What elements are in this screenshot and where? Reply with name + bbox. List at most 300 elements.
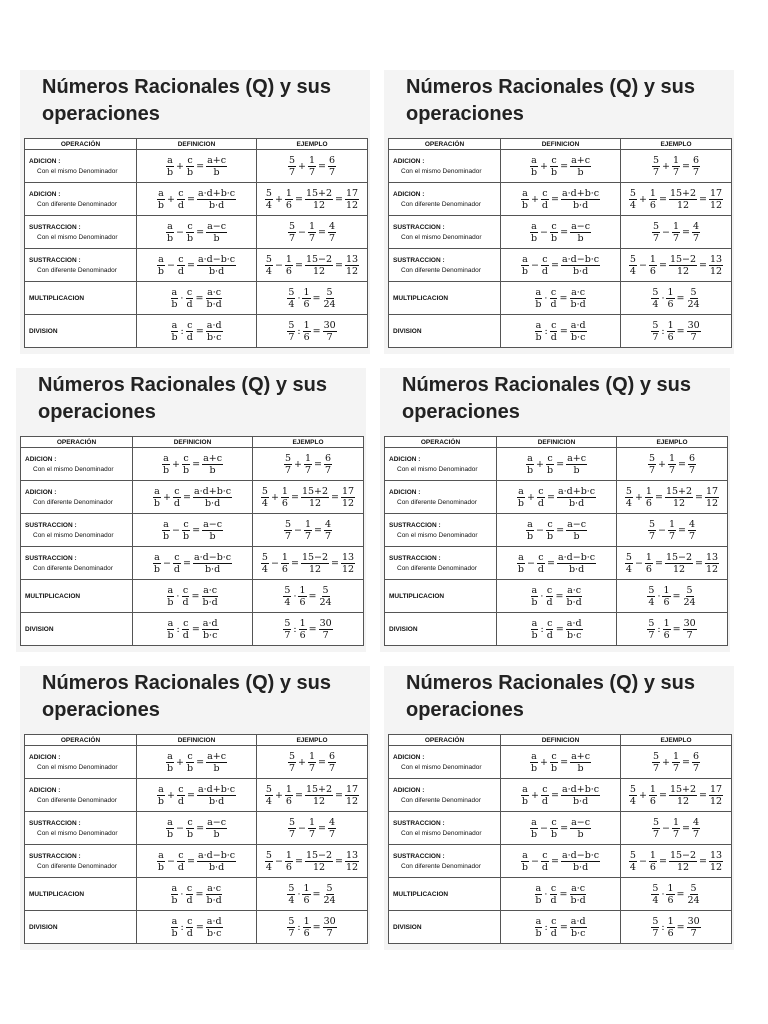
denominator: b — [577, 828, 584, 840]
numerator: 6 — [692, 154, 700, 166]
denominator: 7 — [672, 166, 680, 178]
numerator: 15−2 — [301, 551, 329, 563]
fraction — [265, 850, 273, 873]
operation-name: SUSTRACCION : — [393, 223, 445, 231]
fraction — [541, 188, 549, 211]
operator-symbol: + — [638, 789, 647, 801]
operation-subtitle: Con diferente Denominador — [33, 498, 113, 506]
fraction — [324, 453, 332, 476]
fraction — [550, 916, 558, 939]
fraction — [530, 585, 538, 608]
denominator: b·d — [206, 298, 222, 310]
numerator: 5 — [265, 849, 272, 861]
numerator: 5 — [261, 485, 268, 497]
denominator: b·d — [208, 861, 225, 873]
numerator: 1 — [649, 253, 656, 265]
numerator: 5 — [284, 452, 291, 464]
operator-symbol: = — [335, 193, 343, 205]
numerator: a·d — [566, 617, 582, 629]
fraction — [202, 618, 219, 641]
example-cell — [257, 845, 368, 878]
numerator: 1 — [645, 551, 652, 563]
fraction — [692, 155, 700, 178]
operations-table — [24, 734, 368, 944]
operator-symbol: = — [555, 590, 564, 602]
operator-symbol: = — [658, 855, 667, 867]
denominator: 12 — [676, 795, 690, 807]
definition-cell — [497, 514, 617, 547]
fraction — [323, 883, 337, 906]
fraction — [705, 486, 719, 509]
numerator: c — [547, 452, 553, 464]
denominator: 7 — [648, 464, 655, 476]
numerator: a·c — [203, 584, 218, 596]
fraction — [323, 287, 337, 310]
operation-cell — [25, 282, 137, 315]
numerator: 5 — [326, 882, 333, 894]
operations-table — [384, 436, 728, 646]
denominator: 7 — [328, 232, 336, 244]
denominator: d — [541, 265, 549, 277]
numerator: c — [538, 485, 544, 497]
numerator: 4 — [328, 816, 336, 828]
definition-cell — [137, 315, 257, 348]
numerator: 15+2 — [669, 187, 697, 199]
rational-operations-card — [20, 70, 370, 354]
denominator: 6 — [303, 331, 310, 343]
column-header: OPERACIÓN — [385, 437, 497, 448]
denominator: d — [177, 795, 185, 807]
operator-symbol: = — [658, 193, 667, 205]
operator-symbol: · — [657, 590, 661, 602]
operation-subtitle: Con el mismo Denominador — [401, 233, 482, 241]
numerator: 15+2 — [305, 187, 333, 199]
numerator: 5 — [288, 286, 295, 298]
denominator: b — [526, 464, 534, 476]
example-cell — [621, 150, 732, 183]
fraction — [645, 552, 653, 575]
operator-symbol: = — [196, 756, 205, 768]
fraction — [561, 254, 600, 277]
fraction — [186, 155, 194, 178]
numerator: a — [531, 617, 538, 629]
denominator: 6 — [285, 265, 292, 277]
denominator: 7 — [648, 629, 655, 641]
numerator: a — [522, 187, 528, 199]
definition-cell — [137, 812, 257, 845]
table-row — [25, 249, 368, 282]
numerator: a — [167, 750, 173, 762]
fraction — [303, 916, 311, 939]
fraction — [345, 784, 359, 807]
fraction — [537, 486, 545, 509]
definition-cell — [497, 481, 617, 514]
numerator: 5 — [284, 584, 291, 596]
fraction — [177, 850, 185, 873]
fraction — [550, 817, 558, 840]
fraction — [561, 850, 600, 873]
denominator: 7 — [692, 166, 700, 178]
fraction — [530, 817, 538, 840]
denominator: 4 — [652, 298, 659, 310]
operator-symbol: = — [196, 822, 205, 834]
table-row — [389, 282, 732, 315]
fraction — [668, 453, 676, 476]
operator-symbol: · — [544, 292, 548, 304]
operator-symbol: = — [555, 623, 564, 635]
denominator: d — [182, 629, 189, 641]
numerator: c — [178, 849, 184, 861]
fraction — [153, 552, 161, 575]
numerator: a·d−b·c — [561, 849, 600, 861]
denominator: b — [521, 861, 528, 873]
numerator: 1 — [308, 154, 316, 166]
operator-symbol: · — [180, 292, 184, 304]
example-cell — [253, 448, 364, 481]
definition-cell — [137, 183, 257, 216]
example-cell — [617, 481, 728, 514]
fraction — [667, 320, 675, 343]
fraction — [566, 585, 583, 608]
denominator: b — [521, 265, 528, 277]
denominator: b — [157, 795, 164, 807]
denominator: 6 — [303, 894, 310, 906]
fraction — [281, 552, 289, 575]
fraction — [301, 486, 329, 509]
table-row — [385, 547, 728, 580]
fraction — [550, 320, 558, 343]
table-row — [25, 315, 368, 348]
denominator: 7 — [690, 927, 697, 939]
operator-symbol: · — [661, 888, 665, 900]
operation-name: ADICION : — [25, 455, 57, 463]
denominator: b — [573, 464, 580, 476]
definition-cell — [501, 779, 621, 812]
fraction — [651, 287, 659, 310]
numerator: 5 — [690, 286, 697, 298]
denominator: b — [573, 530, 580, 542]
numerator: c — [551, 220, 557, 232]
operator-symbol: − — [530, 855, 539, 867]
table-row — [389, 183, 732, 216]
fraction — [570, 320, 587, 343]
denominator: 7 — [686, 629, 693, 641]
denominator: 7 — [324, 530, 332, 542]
operator-symbol: = — [318, 756, 326, 768]
fraction — [570, 155, 591, 178]
operator-symbol: = — [314, 458, 322, 470]
fraction — [534, 287, 542, 310]
denominator: 12 — [342, 563, 355, 575]
fraction — [328, 817, 336, 840]
denominator: b — [187, 232, 194, 244]
example-cell — [621, 845, 732, 878]
table-row — [389, 216, 732, 249]
denominator: b·d — [204, 497, 221, 509]
fraction — [570, 287, 587, 310]
table-row — [21, 481, 364, 514]
definition-cell — [137, 249, 257, 282]
fraction — [261, 552, 269, 575]
numerator: a — [531, 220, 537, 232]
numerator: 13 — [710, 253, 723, 265]
numerator: c — [182, 584, 189, 596]
fraction — [281, 486, 289, 509]
operation-name: MULTIPLICACION — [25, 592, 81, 600]
numerator: 15+2 — [301, 485, 329, 497]
numerator: c — [186, 286, 193, 298]
denominator: 4 — [265, 795, 272, 807]
fraction — [705, 552, 719, 575]
numerator: a — [163, 452, 169, 464]
numerator: a−c — [571, 816, 591, 828]
operation-subtitle: Con diferente Denominador — [37, 200, 117, 208]
numerator: 1 — [672, 750, 680, 762]
fraction — [284, 519, 292, 542]
definition-cell — [497, 613, 617, 646]
operator-symbol: − — [662, 822, 670, 834]
denominator: 7 — [652, 762, 659, 774]
fraction — [541, 254, 549, 277]
numerator: 1 — [281, 551, 288, 563]
fraction — [308, 221, 316, 244]
numerator: 5 — [288, 154, 295, 166]
denominator: d — [186, 927, 193, 939]
fraction — [283, 585, 291, 608]
numerator: 1 — [285, 849, 292, 861]
denominator: 24 — [687, 298, 700, 310]
operator-symbol: + — [270, 491, 279, 503]
operator-symbol: = — [547, 491, 555, 503]
denominator: b·d — [206, 894, 222, 906]
operator-symbol: = — [312, 921, 321, 933]
fraction — [666, 287, 674, 310]
fraction — [669, 784, 697, 807]
numerator: a·d+b·c — [197, 187, 236, 199]
fraction — [288, 155, 296, 178]
operator-symbol: = — [187, 193, 195, 205]
example-cell — [257, 150, 368, 183]
operator-symbol: = — [318, 226, 326, 238]
fraction — [651, 320, 659, 343]
operation-name: DIVISION — [29, 923, 58, 931]
denominator: b — [213, 166, 220, 178]
numerator: a — [154, 551, 160, 563]
numerator: c — [187, 154, 193, 166]
numerator: a+c — [571, 154, 591, 166]
fraction — [345, 850, 359, 873]
denominator: d — [550, 927, 557, 939]
numerator: 5 — [629, 187, 636, 199]
numerator: a — [527, 518, 533, 530]
denominator: b — [517, 497, 524, 509]
fraction — [534, 883, 542, 906]
denominator: b — [535, 298, 542, 310]
operation-cell — [21, 613, 133, 646]
denominator: b·d — [570, 298, 586, 310]
operations-table — [388, 734, 732, 944]
example-cell — [621, 911, 732, 944]
card-title: Números Racionales (Q) y sus operaciones — [406, 672, 695, 721]
denominator: 24 — [683, 596, 696, 608]
fraction — [550, 221, 558, 244]
numerator: 13 — [706, 551, 719, 563]
operation-name: DIVISION — [393, 923, 422, 931]
numerator: 30 — [323, 319, 336, 331]
numerator: a·d+b·c — [197, 783, 236, 795]
denominator: 12 — [710, 265, 723, 277]
operator-symbol: = — [556, 458, 565, 470]
numerator: 5 — [629, 783, 636, 795]
numerator: a — [531, 750, 537, 762]
denominator: 7 — [688, 530, 696, 542]
fraction — [304, 453, 312, 476]
fraction — [177, 784, 185, 807]
fraction — [173, 552, 181, 575]
denominator: b — [551, 828, 558, 840]
fraction — [521, 784, 529, 807]
operation-subtitle: Con el mismo Denominador — [401, 829, 482, 837]
fraction — [206, 817, 227, 840]
operator-symbol: − — [536, 524, 545, 536]
fraction — [549, 287, 557, 310]
operation-name: ADICION : — [393, 157, 425, 165]
table-row — [21, 514, 364, 547]
denominator: 7 — [690, 331, 697, 343]
fraction — [265, 254, 273, 277]
fraction — [652, 155, 660, 178]
fraction — [687, 916, 701, 939]
fraction — [162, 453, 170, 476]
table-row — [25, 878, 368, 911]
operator-symbol: + — [294, 458, 302, 470]
operation-name: SUSTRACCION : — [25, 554, 77, 562]
numerator: c — [538, 551, 544, 563]
fraction — [651, 883, 659, 906]
fraction — [566, 519, 587, 542]
example-cell — [621, 216, 732, 249]
fraction — [692, 751, 700, 774]
denominator: 7 — [288, 762, 295, 774]
fraction — [285, 188, 293, 211]
numerator: a·d−b·c — [561, 253, 600, 265]
definition-cell — [501, 746, 621, 779]
fraction — [530, 618, 538, 641]
fraction — [157, 188, 165, 211]
operator-symbol: = — [187, 855, 195, 867]
fraction — [345, 254, 359, 277]
fraction — [541, 850, 549, 873]
example-cell — [617, 547, 728, 580]
denominator: b — [162, 530, 170, 542]
denominator: 6 — [281, 563, 288, 575]
table-row — [389, 911, 732, 944]
denominator: b — [166, 166, 174, 178]
numerator: c — [542, 253, 548, 265]
fraction — [546, 519, 554, 542]
definition-cell — [501, 150, 621, 183]
numerator: c — [186, 882, 193, 894]
numerator: 1 — [281, 485, 288, 497]
fraction — [202, 453, 223, 476]
denominator: 6 — [649, 199, 656, 211]
fraction — [166, 618, 174, 641]
operator-symbol: = — [699, 259, 707, 271]
operator-symbol: = — [699, 193, 707, 205]
numerator: c — [174, 551, 180, 563]
denominator: 12 — [346, 265, 359, 277]
denominator: 12 — [706, 563, 719, 575]
numerator: 1 — [649, 783, 656, 795]
denominator: b — [577, 232, 584, 244]
column-header: OPERACIÓN — [25, 735, 137, 746]
numerator: a — [531, 154, 537, 166]
denominator: b·d — [208, 199, 225, 211]
operation-name: ADICION : — [393, 753, 425, 761]
denominator: 6 — [649, 265, 656, 277]
denominator: 6 — [667, 331, 674, 343]
numerator: 30 — [683, 617, 696, 629]
fraction — [202, 585, 219, 608]
denominator: 4 — [261, 497, 268, 509]
table-row — [385, 580, 728, 613]
operator-symbol: = — [192, 524, 201, 536]
operator-symbol: = — [672, 590, 681, 602]
operator-symbol: − — [634, 557, 643, 569]
numerator: 1 — [672, 220, 680, 232]
fraction — [561, 188, 600, 211]
numerator: a·d−b·c — [557, 551, 596, 563]
numerator: a — [522, 783, 528, 795]
denominator: b — [577, 762, 584, 774]
fraction — [709, 254, 723, 277]
rational-operations-card — [384, 666, 734, 950]
numerator: a−c — [567, 518, 587, 530]
denominator: 6 — [667, 298, 674, 310]
definition-cell — [501, 315, 621, 348]
denominator: b — [517, 563, 524, 575]
denominator: 7 — [308, 762, 316, 774]
fraction — [186, 817, 194, 840]
operator-symbol: − — [176, 226, 185, 238]
example-cell — [257, 911, 368, 944]
numerator: 1 — [649, 849, 656, 861]
table-row — [389, 150, 732, 183]
operator-symbol: = — [294, 259, 303, 271]
fraction — [287, 883, 295, 906]
operator-symbol: · — [297, 888, 301, 900]
denominator: 4 — [648, 596, 655, 608]
fraction — [185, 883, 193, 906]
table-row — [389, 878, 732, 911]
operation-name: DIVISION — [393, 327, 422, 335]
denominator: 12 — [710, 795, 723, 807]
denominator: 4 — [629, 265, 636, 277]
example-cell — [621, 183, 732, 216]
denominator: d — [537, 563, 545, 575]
operator-symbol: = — [559, 888, 568, 900]
denominator: 7 — [288, 927, 295, 939]
denominator: 12 — [308, 497, 322, 509]
numerator: 1 — [667, 319, 674, 331]
example-cell — [621, 746, 732, 779]
definition-cell — [137, 911, 257, 944]
numerator: a·d+b·c — [193, 485, 232, 497]
operation-name: SUSTRACCION : — [393, 256, 445, 264]
denominator: 12 — [346, 861, 359, 873]
table-row — [389, 315, 732, 348]
operator-symbol: : — [180, 921, 184, 933]
